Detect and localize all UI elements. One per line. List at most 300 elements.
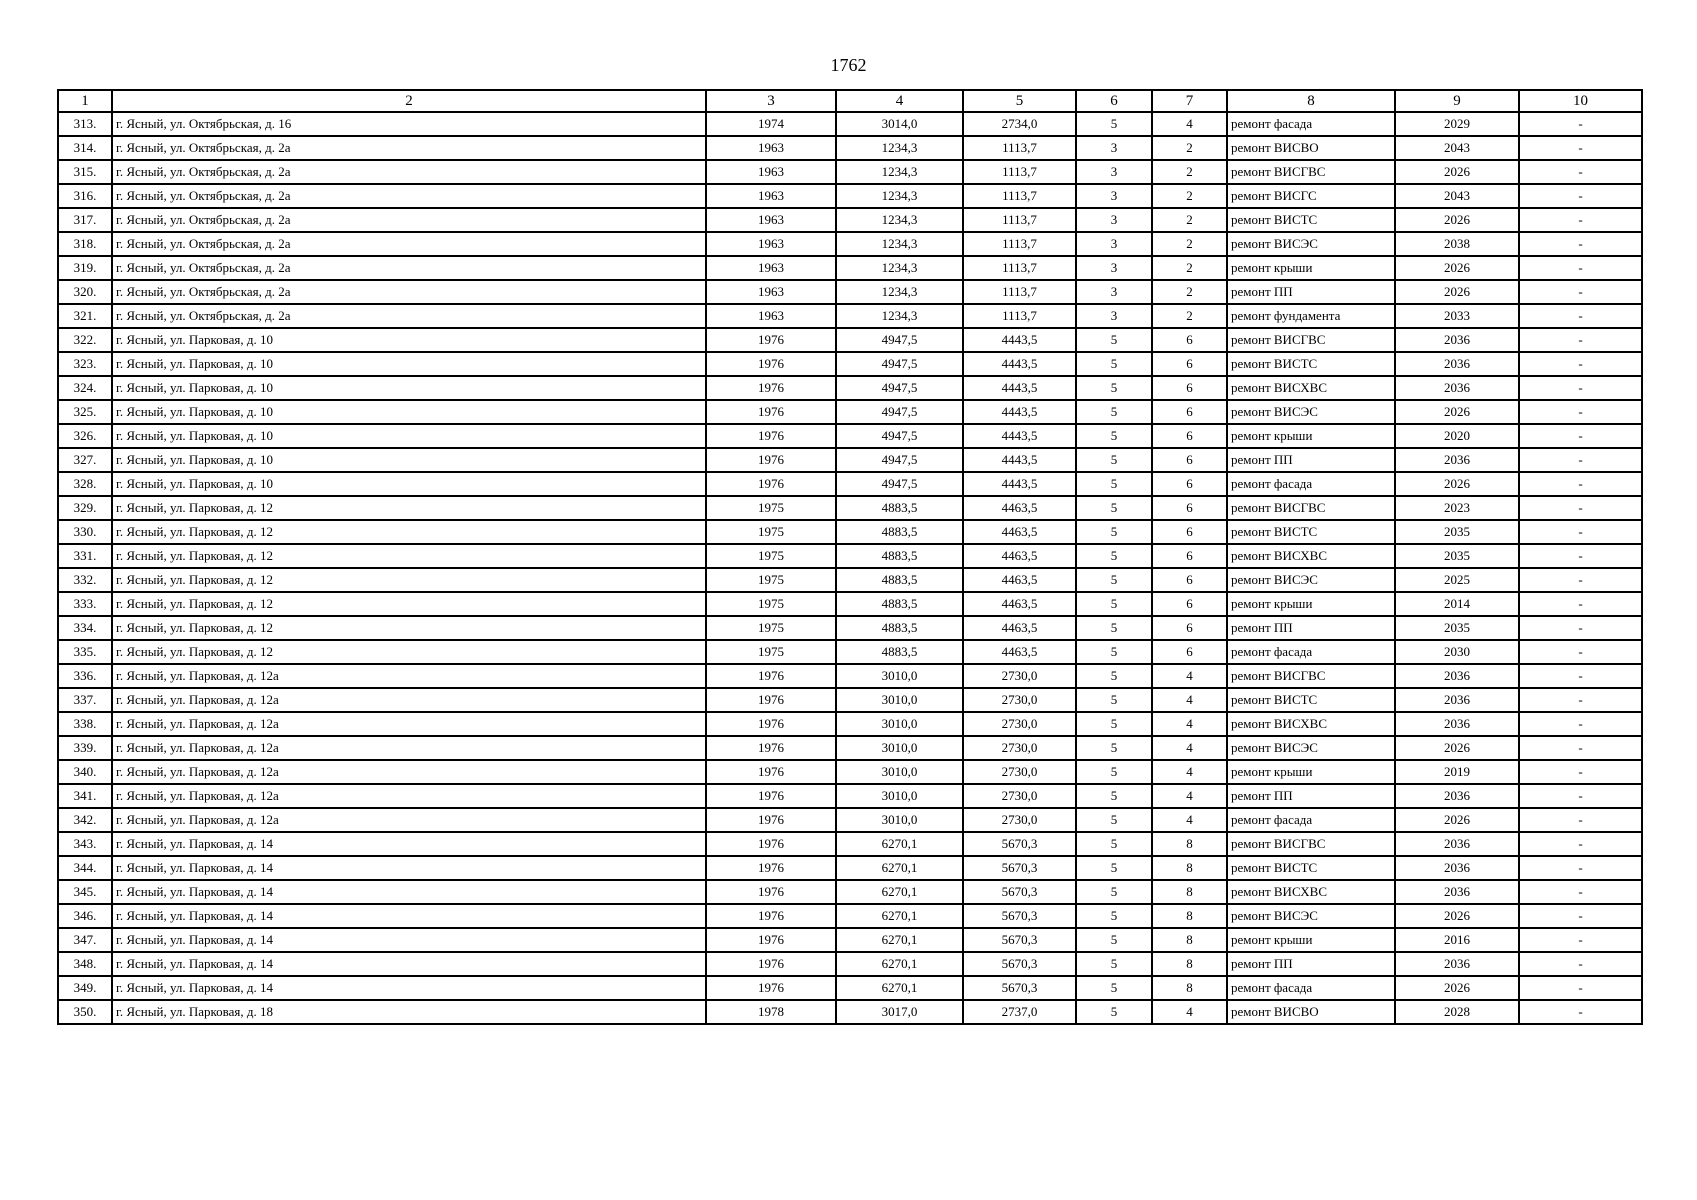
table-row (58, 520, 1642, 544)
row-number: 339. (58, 736, 112, 760)
row-number: 347. (58, 928, 112, 952)
entrances-cell: 6 (1152, 616, 1227, 640)
planned-year-cell: 2026 (1395, 808, 1519, 832)
year-cell: 1976 (706, 400, 836, 424)
column-10-cell: - (1519, 1000, 1642, 1024)
column-10-cell: - (1519, 232, 1642, 256)
table-row (58, 760, 1642, 784)
living-area-cell: 2730,0 (963, 784, 1076, 808)
table-row (58, 856, 1642, 880)
address-cell: г. Ясный, ул. Парковая, д. 12 (112, 592, 706, 616)
column-header-4: 4 (836, 90, 963, 112)
address-cell: г. Ясный, ул. Октябрьская, д. 2а (112, 136, 706, 160)
floors-cell: 5 (1076, 400, 1152, 424)
address-cell: г. Ясный, ул. Парковая, д. 14 (112, 976, 706, 1000)
entrances-cell: 4 (1152, 1000, 1227, 1024)
living-area-cell: 2730,0 (963, 688, 1076, 712)
year-cell: 1974 (706, 112, 836, 136)
address-cell: г. Ясный, ул. Парковая, д. 10 (112, 424, 706, 448)
column-10-cell: - (1519, 952, 1642, 976)
column-10-cell: - (1519, 712, 1642, 736)
living-area-cell: 4443,5 (963, 472, 1076, 496)
floors-cell: 3 (1076, 232, 1152, 256)
total-area-cell: 3010,0 (836, 736, 963, 760)
planned-year-cell: 2023 (1395, 496, 1519, 520)
floors-cell: 5 (1076, 880, 1152, 904)
total-area-cell: 4883,5 (836, 568, 963, 592)
entrances-cell: 8 (1152, 832, 1227, 856)
living-area-cell: 5670,3 (963, 880, 1076, 904)
column-10-cell: - (1519, 928, 1642, 952)
living-area-cell: 2734,0 (963, 112, 1076, 136)
floors-cell: 3 (1076, 304, 1152, 328)
table-row (58, 832, 1642, 856)
table-row (58, 616, 1642, 640)
work-type-cell: ремонт ВИСВО (1227, 1000, 1395, 1024)
living-area-cell: 2730,0 (963, 712, 1076, 736)
floors-cell: 5 (1076, 472, 1152, 496)
entrances-cell: 6 (1152, 328, 1227, 352)
living-area-cell: 4463,5 (963, 496, 1076, 520)
address-cell: г. Ясный, ул. Парковая, д. 12 (112, 568, 706, 592)
table-row (58, 184, 1642, 208)
total-area-cell: 1234,3 (836, 304, 963, 328)
column-10-cell: - (1519, 280, 1642, 304)
floors-cell: 5 (1076, 904, 1152, 928)
year-cell: 1976 (706, 928, 836, 952)
work-type-cell: ремонт ВИСГВС (1227, 160, 1395, 184)
entrances-cell: 6 (1152, 568, 1227, 592)
row-number: 344. (58, 856, 112, 880)
year-cell: 1975 (706, 496, 836, 520)
year-cell: 1976 (706, 736, 836, 760)
column-10-cell: - (1519, 160, 1642, 184)
entrances-cell: 4 (1152, 736, 1227, 760)
address-cell: г. Ясный, ул. Октябрьская, д. 2а (112, 184, 706, 208)
work-type-cell: ремонт ВИСГВС (1227, 328, 1395, 352)
work-type-cell: ремонт ВИСТС (1227, 352, 1395, 376)
row-number: 341. (58, 784, 112, 808)
row-number: 321. (58, 304, 112, 328)
total-area-cell: 6270,1 (836, 952, 963, 976)
total-area-cell: 6270,1 (836, 880, 963, 904)
column-10-cell: - (1519, 544, 1642, 568)
year-cell: 1976 (706, 880, 836, 904)
row-number: 340. (58, 760, 112, 784)
row-number: 330. (58, 520, 112, 544)
table-row (58, 1000, 1642, 1024)
living-area-cell: 1113,7 (963, 280, 1076, 304)
entrances-cell: 2 (1152, 160, 1227, 184)
address-cell: г. Ясный, ул. Парковая, д. 18 (112, 1000, 706, 1024)
row-number: 342. (58, 808, 112, 832)
floors-cell: 5 (1076, 424, 1152, 448)
column-10-cell: - (1519, 448, 1642, 472)
work-type-cell: ремонт крыши (1227, 928, 1395, 952)
planned-year-cell: 2030 (1395, 640, 1519, 664)
work-type-cell: ремонт ВИСЭС (1227, 400, 1395, 424)
work-type-cell: ремонт ПП (1227, 616, 1395, 640)
row-number: 325. (58, 400, 112, 424)
column-10-cell: - (1519, 976, 1642, 1000)
row-number: 315. (58, 160, 112, 184)
floors-cell: 5 (1076, 1000, 1152, 1024)
column-header-6: 6 (1076, 90, 1152, 112)
year-cell: 1976 (706, 448, 836, 472)
floors-cell: 5 (1076, 448, 1152, 472)
entrances-cell: 4 (1152, 664, 1227, 688)
work-type-cell: ремонт ПП (1227, 280, 1395, 304)
address-cell: г. Ясный, ул. Парковая, д. 12 (112, 496, 706, 520)
address-cell: г. Ясный, ул. Октябрьская, д. 2а (112, 256, 706, 280)
total-area-cell: 1234,3 (836, 136, 963, 160)
table-row (58, 376, 1642, 400)
floors-cell: 5 (1076, 112, 1152, 136)
floors-cell: 5 (1076, 760, 1152, 784)
floors-cell: 5 (1076, 568, 1152, 592)
total-area-cell: 3017,0 (836, 1000, 963, 1024)
total-area-cell: 4947,5 (836, 424, 963, 448)
year-cell: 1975 (706, 568, 836, 592)
column-10-cell: - (1519, 400, 1642, 424)
year-cell: 1976 (706, 424, 836, 448)
entrances-cell: 6 (1152, 472, 1227, 496)
planned-year-cell: 2036 (1395, 784, 1519, 808)
total-area-cell: 6270,1 (836, 976, 963, 1000)
table-body (58, 112, 1642, 1024)
address-cell: г. Ясный, ул. Парковая, д. 12а (112, 760, 706, 784)
planned-year-cell: 2028 (1395, 1000, 1519, 1024)
floors-cell: 5 (1076, 496, 1152, 520)
living-area-cell: 2737,0 (963, 1000, 1076, 1024)
table-row (58, 928, 1642, 952)
work-type-cell: ремонт крыши (1227, 424, 1395, 448)
address-cell: г. Ясный, ул. Парковая, д. 14 (112, 856, 706, 880)
work-type-cell: ремонт ВИСГВС (1227, 664, 1395, 688)
row-number: 345. (58, 880, 112, 904)
address-cell: г. Ясный, ул. Парковая, д. 12а (112, 784, 706, 808)
row-number: 349. (58, 976, 112, 1000)
living-area-cell: 2730,0 (963, 760, 1076, 784)
planned-year-cell: 2025 (1395, 568, 1519, 592)
row-number: 328. (58, 472, 112, 496)
row-number: 350. (58, 1000, 112, 1024)
floors-cell: 5 (1076, 520, 1152, 544)
work-type-cell: ремонт фасада (1227, 112, 1395, 136)
total-area-cell: 4883,5 (836, 616, 963, 640)
planned-year-cell: 2026 (1395, 904, 1519, 928)
floors-cell: 5 (1076, 784, 1152, 808)
living-area-cell: 4443,5 (963, 352, 1076, 376)
year-cell: 1975 (706, 544, 836, 568)
living-area-cell: 5670,3 (963, 904, 1076, 928)
living-area-cell: 4463,5 (963, 592, 1076, 616)
address-cell: г. Ясный, ул. Парковая, д. 12а (112, 736, 706, 760)
entrances-cell: 8 (1152, 904, 1227, 928)
living-area-cell: 5670,3 (963, 928, 1076, 952)
table-row (58, 496, 1642, 520)
row-number: 314. (58, 136, 112, 160)
year-cell: 1975 (706, 520, 836, 544)
floors-cell: 5 (1076, 688, 1152, 712)
year-cell: 1976 (706, 976, 836, 1000)
entrances-cell: 4 (1152, 808, 1227, 832)
total-area-cell: 4947,5 (836, 328, 963, 352)
planned-year-cell: 2026 (1395, 256, 1519, 280)
year-cell: 1976 (706, 832, 836, 856)
table-row (58, 664, 1642, 688)
work-type-cell: ремонт крыши (1227, 760, 1395, 784)
planned-year-cell: 2036 (1395, 376, 1519, 400)
total-area-cell: 4883,5 (836, 520, 963, 544)
table-row (58, 232, 1642, 256)
row-number: 333. (58, 592, 112, 616)
floors-cell: 5 (1076, 952, 1152, 976)
row-number: 322. (58, 328, 112, 352)
address-cell: г. Ясный, ул. Парковая, д. 12 (112, 544, 706, 568)
column-10-cell: - (1519, 688, 1642, 712)
living-area-cell: 4443,5 (963, 376, 1076, 400)
address-cell: г. Ясный, ул. Парковая, д. 14 (112, 952, 706, 976)
column-10-cell: - (1519, 832, 1642, 856)
total-area-cell: 4947,5 (836, 400, 963, 424)
living-area-cell: 4443,5 (963, 400, 1076, 424)
floors-cell: 3 (1076, 184, 1152, 208)
planned-year-cell: 2035 (1395, 520, 1519, 544)
column-header-3: 3 (706, 90, 836, 112)
table-row (58, 304, 1642, 328)
total-area-cell: 4947,5 (836, 448, 963, 472)
year-cell: 1963 (706, 136, 836, 160)
planned-year-cell: 2036 (1395, 712, 1519, 736)
column-10-cell: - (1519, 808, 1642, 832)
living-area-cell: 4463,5 (963, 616, 1076, 640)
work-type-cell: ремонт крыши (1227, 256, 1395, 280)
address-cell: г. Ясный, ул. Парковая, д. 10 (112, 448, 706, 472)
address-cell: г. Ясный, ул. Парковая, д. 12а (112, 712, 706, 736)
table-row (58, 448, 1642, 472)
planned-year-cell: 2036 (1395, 880, 1519, 904)
column-10-cell: - (1519, 184, 1642, 208)
column-10-cell: - (1519, 568, 1642, 592)
total-area-cell: 1234,3 (836, 208, 963, 232)
address-cell: г. Ясный, ул. Октябрьская, д. 2а (112, 232, 706, 256)
entrances-cell: 6 (1152, 400, 1227, 424)
entrances-cell: 6 (1152, 376, 1227, 400)
year-cell: 1963 (706, 160, 836, 184)
address-cell: г. Ясный, ул. Октябрьская, д. 2а (112, 280, 706, 304)
planned-year-cell: 2036 (1395, 952, 1519, 976)
column-10-cell: - (1519, 424, 1642, 448)
entrances-cell: 4 (1152, 784, 1227, 808)
table-row (58, 976, 1642, 1000)
living-area-cell: 5670,3 (963, 952, 1076, 976)
planned-year-cell: 2036 (1395, 664, 1519, 688)
address-cell: г. Ясный, ул. Парковая, д. 12 (112, 520, 706, 544)
repair-schedule-table (57, 89, 1643, 1025)
planned-year-cell: 2036 (1395, 688, 1519, 712)
entrances-cell: 8 (1152, 952, 1227, 976)
total-area-cell: 6270,1 (836, 928, 963, 952)
work-type-cell: ремонт ВИСЭС (1227, 568, 1395, 592)
total-area-cell: 4947,5 (836, 472, 963, 496)
entrances-cell: 6 (1152, 424, 1227, 448)
table-row (58, 784, 1642, 808)
living-area-cell: 5670,3 (963, 856, 1076, 880)
floors-cell: 5 (1076, 376, 1152, 400)
living-area-cell: 4443,5 (963, 448, 1076, 472)
entrances-cell: 2 (1152, 136, 1227, 160)
address-cell: г. Ясный, ул. Парковая, д. 10 (112, 400, 706, 424)
address-cell: г. Ясный, ул. Октябрьская, д. 16 (112, 112, 706, 136)
entrances-cell: 2 (1152, 256, 1227, 280)
work-type-cell: ремонт ВИСХВС (1227, 544, 1395, 568)
work-type-cell: ремонт фундамента (1227, 304, 1395, 328)
planned-year-cell: 2014 (1395, 592, 1519, 616)
living-area-cell: 4463,5 (963, 568, 1076, 592)
year-cell: 1976 (706, 784, 836, 808)
entrances-cell: 2 (1152, 208, 1227, 232)
table-row (58, 880, 1642, 904)
row-number: 318. (58, 232, 112, 256)
work-type-cell: ремонт ВИСЭС (1227, 736, 1395, 760)
row-number: 313. (58, 112, 112, 136)
table-row (58, 712, 1642, 736)
year-cell: 1976 (706, 472, 836, 496)
table-row (58, 640, 1642, 664)
address-cell: г. Ясный, ул. Парковая, д. 14 (112, 832, 706, 856)
address-cell: г. Ясный, ул. Парковая, д. 10 (112, 472, 706, 496)
total-area-cell: 3010,0 (836, 808, 963, 832)
total-area-cell: 4883,5 (836, 592, 963, 616)
row-number: 346. (58, 904, 112, 928)
address-cell: г. Ясный, ул. Октябрьская, д. 2а (112, 304, 706, 328)
column-10-cell: - (1519, 760, 1642, 784)
floors-cell: 5 (1076, 928, 1152, 952)
work-type-cell: ремонт ВИСХВС (1227, 880, 1395, 904)
entrances-cell: 2 (1152, 280, 1227, 304)
planned-year-cell: 2029 (1395, 112, 1519, 136)
work-type-cell: ремонт ВИСЭС (1227, 904, 1395, 928)
address-cell: г. Ясный, ул. Октябрьская, д. 2а (112, 160, 706, 184)
entrances-cell: 8 (1152, 856, 1227, 880)
row-number: 338. (58, 712, 112, 736)
year-cell: 1975 (706, 592, 836, 616)
planned-year-cell: 2026 (1395, 736, 1519, 760)
year-cell: 1975 (706, 640, 836, 664)
column-header-2: 2 (112, 90, 706, 112)
column-header-10: 10 (1519, 90, 1642, 112)
table-row (58, 592, 1642, 616)
work-type-cell: ремонт ВИСЭС (1227, 232, 1395, 256)
table-row (58, 808, 1642, 832)
floors-cell: 5 (1076, 976, 1152, 1000)
column-10-cell: - (1519, 304, 1642, 328)
address-cell: г. Ясный, ул. Октябрьская, д. 2а (112, 208, 706, 232)
living-area-cell: 1113,7 (963, 184, 1076, 208)
work-type-cell: ремонт ВИСГВС (1227, 832, 1395, 856)
table-row (58, 160, 1642, 184)
row-number: 335. (58, 640, 112, 664)
work-type-cell: ремонт ВИСХВС (1227, 376, 1395, 400)
entrances-cell: 4 (1152, 112, 1227, 136)
living-area-cell: 2730,0 (963, 808, 1076, 832)
floors-cell: 5 (1076, 736, 1152, 760)
work-type-cell: ремонт ВИСТС (1227, 688, 1395, 712)
work-type-cell: ремонт ПП (1227, 952, 1395, 976)
table-row (58, 136, 1642, 160)
table-row (58, 688, 1642, 712)
entrances-cell: 6 (1152, 544, 1227, 568)
living-area-cell: 2730,0 (963, 736, 1076, 760)
row-number: 323. (58, 352, 112, 376)
entrances-cell: 6 (1152, 448, 1227, 472)
planned-year-cell: 2026 (1395, 472, 1519, 496)
year-cell: 1976 (706, 712, 836, 736)
total-area-cell: 3010,0 (836, 688, 963, 712)
work-type-cell: ремонт ВИСВО (1227, 136, 1395, 160)
table-row (58, 112, 1642, 136)
living-area-cell: 2730,0 (963, 664, 1076, 688)
total-area-cell: 4883,5 (836, 496, 963, 520)
entrances-cell: 6 (1152, 496, 1227, 520)
row-number: 324. (58, 376, 112, 400)
total-area-cell: 6270,1 (836, 904, 963, 928)
planned-year-cell: 2036 (1395, 328, 1519, 352)
page-number: 1762 (830, 55, 867, 75)
column-10-cell: - (1519, 136, 1642, 160)
entrances-cell: 4 (1152, 712, 1227, 736)
address-cell: г. Ясный, ул. Парковая, д. 10 (112, 376, 706, 400)
floors-cell: 5 (1076, 856, 1152, 880)
address-cell: г. Ясный, ул. Парковая, д. 14 (112, 904, 706, 928)
row-number: 334. (58, 616, 112, 640)
row-number: 337. (58, 688, 112, 712)
column-10-cell: - (1519, 664, 1642, 688)
row-number: 320. (58, 280, 112, 304)
total-area-cell: 1234,3 (836, 160, 963, 184)
year-cell: 1963 (706, 208, 836, 232)
total-area-cell: 4883,5 (836, 640, 963, 664)
table-row (58, 328, 1642, 352)
column-10-cell: - (1519, 496, 1642, 520)
column-10-cell: - (1519, 112, 1642, 136)
planned-year-cell: 2026 (1395, 400, 1519, 424)
work-type-cell: ремонт ПП (1227, 448, 1395, 472)
year-cell: 1976 (706, 376, 836, 400)
table-row (58, 952, 1642, 976)
planned-year-cell: 2038 (1395, 232, 1519, 256)
table-row (58, 424, 1642, 448)
planned-year-cell: 2043 (1395, 136, 1519, 160)
entrances-cell: 6 (1152, 592, 1227, 616)
column-10-cell: - (1519, 856, 1642, 880)
address-cell: г. Ясный, ул. Парковая, д. 12 (112, 640, 706, 664)
floors-cell: 5 (1076, 640, 1152, 664)
year-cell: 1976 (706, 952, 836, 976)
row-number: 332. (58, 568, 112, 592)
table-row (58, 256, 1642, 280)
living-area-cell: 1113,7 (963, 208, 1076, 232)
year-cell: 1976 (706, 856, 836, 880)
floors-cell: 3 (1076, 160, 1152, 184)
entrances-cell: 4 (1152, 760, 1227, 784)
year-cell: 1963 (706, 280, 836, 304)
floors-cell: 5 (1076, 592, 1152, 616)
work-type-cell: ремонт фасада (1227, 808, 1395, 832)
column-10-cell: - (1519, 328, 1642, 352)
column-10-cell: - (1519, 208, 1642, 232)
